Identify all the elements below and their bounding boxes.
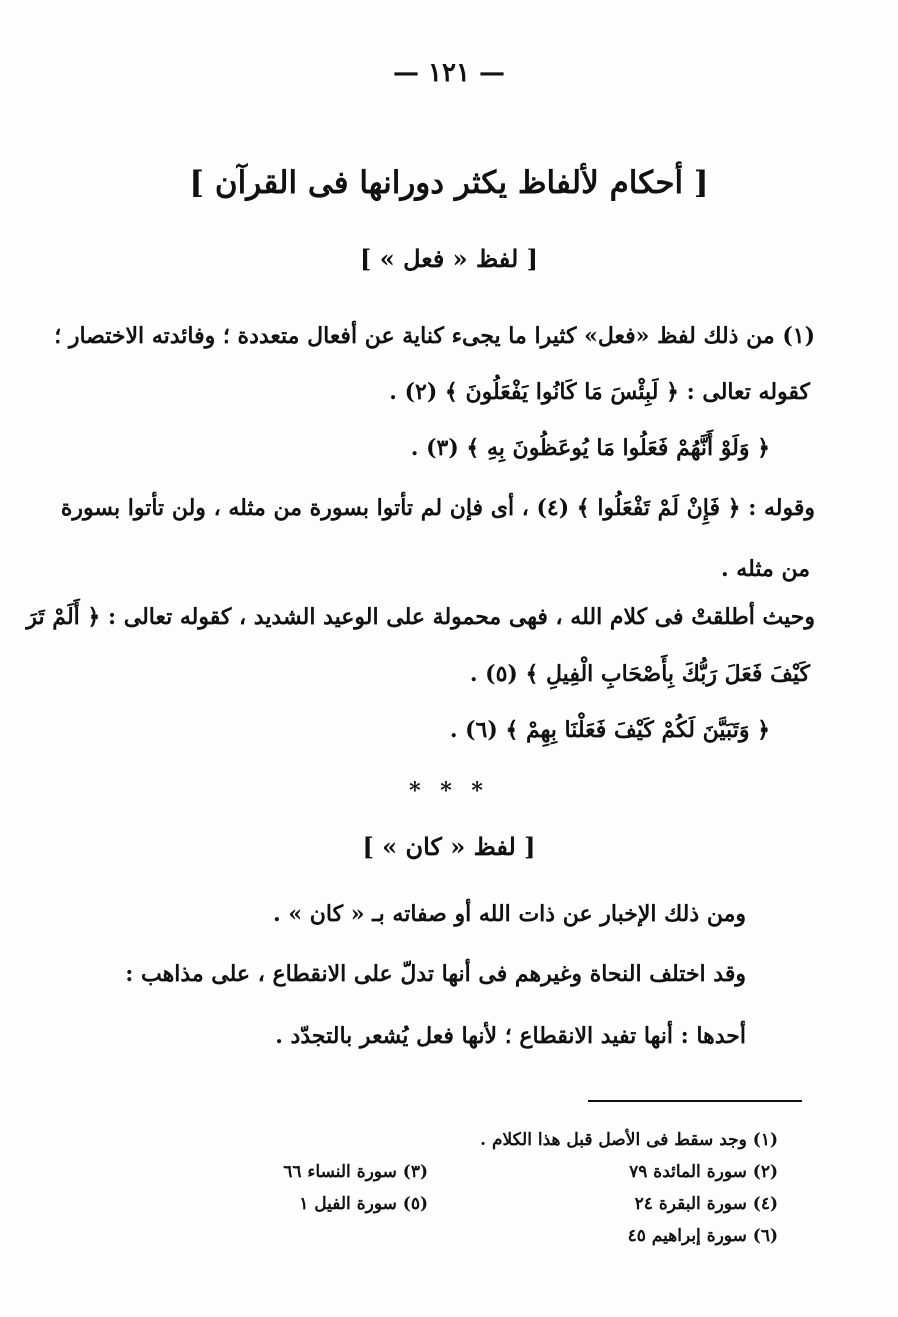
footnote: (٥) سورة الفيل ١ xyxy=(299,1194,428,1214)
quran-verse-line: كقوله تعالى : ﴿ لَبِئْسَ مَا كَانُوا يَفْعَلُونَ ﴾ (٢) . xyxy=(389,379,810,405)
footnote: (٢) سورة المائدة ٧٩ xyxy=(629,1162,778,1182)
quran-verse-line: كَيْفَ فَعَلَ رَبُّكَ بِأَصْحَابِ الْفِيلِ ﴾ (٥) . xyxy=(469,661,810,687)
paragraph-line: (١) من ذلك لفظ «فعل» كثيرا ما يجىء كناية عن أفعال متعددة ؛ وفائدته الاختصار ؛ xyxy=(54,323,815,349)
footnote: (٦) سورة إبراهيم ٤٥ xyxy=(627,1226,778,1246)
section-heading-fal: [ لفظ « فعل » ] xyxy=(360,244,538,273)
section-separator-stars: * * * xyxy=(409,778,489,804)
paragraph-line: وقد اختلف النحاة وغيرهم فى أنها تدلّ على الانقطاع ، على مذاهب : xyxy=(125,961,746,987)
footnote: (٣) سورة النساء ٦٦ xyxy=(283,1162,428,1182)
footnote: (٤) سورة البقرة ٢٤ xyxy=(634,1194,778,1214)
footnote-separator xyxy=(588,1100,802,1102)
paragraph-line: أحدها : أنها تفيد الانقطاع ؛ لأنها فعل يُشعر بالتجدّد . xyxy=(275,1023,746,1049)
section-heading-kana: [ لفظ « كان » ] xyxy=(362,832,536,861)
paragraph-line: ومن ذلك الإخبار عن ذات الله أو صفاته بـ « كان » . xyxy=(273,901,746,927)
footnote: (١) وجد سقط فى الأصل قبل هذا الكلام . xyxy=(480,1130,778,1150)
paragraph-line: وحيث أطلقتْ فى كلام الله ، فهى محمولة على الوعيد الشديد ، كقوله تعالى : ﴿ أَلَمْ تَرَ xyxy=(26,604,815,630)
quran-verse-line: ﴿ وَتَبَيَّنَ لَكُمْ كَيْفَ فَعَلْنَا بِهِمْ ﴾ (٦) . xyxy=(449,717,770,743)
page-number: — ١٢١ — xyxy=(392,58,506,88)
chapter-title: [ أحكام لألفاظ يكثر دورانها فى القرآن ] xyxy=(189,165,709,201)
quran-verse-line: ﴿ وَلَوْ أَنَّهُمْ فَعَلُوا مَا يُوعَظُونَ بِهِ ﴾ (٣) . xyxy=(410,435,770,461)
paragraph-line: من مثله . xyxy=(720,556,810,582)
paragraph-line: وقوله : ﴿ فَإِنْ لَمْ تَفْعَلُوا ﴾ (٤) ، أى فإن لم تأتوا بسورة من مثله ، ولن تأتوا بسورة xyxy=(60,495,815,521)
